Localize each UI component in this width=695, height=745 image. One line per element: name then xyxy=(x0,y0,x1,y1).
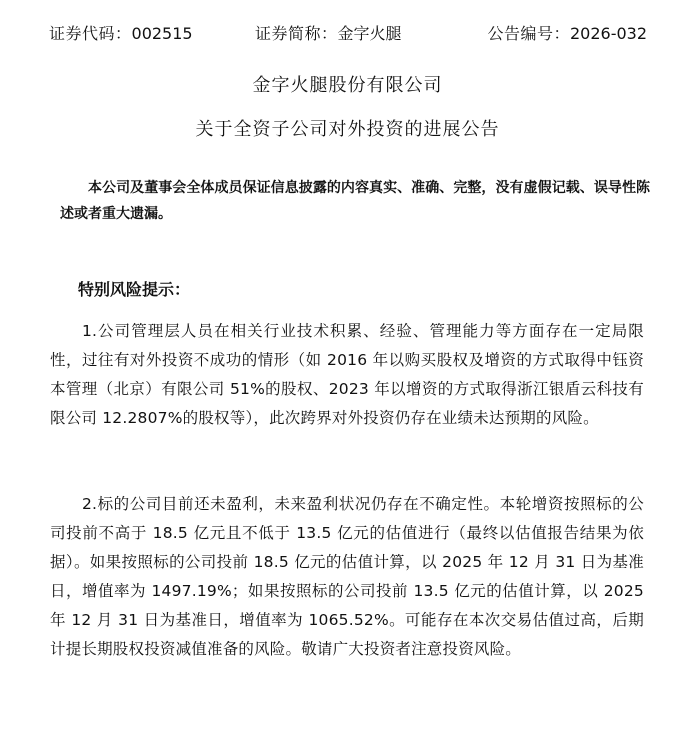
risk-section-heading: 特别风险提示： xyxy=(78,280,191,299)
stock-name-value: 金字火腿 xyxy=(337,24,402,43)
notice-number xyxy=(487,22,647,46)
announcement-title: 关于全资子公司对外投资的进展公告 xyxy=(195,119,500,140)
notice-number-label: 公告编号： xyxy=(487,24,570,43)
stock-code-value: 002515 xyxy=(131,24,193,43)
stock-name-label: 证券简称： xyxy=(255,24,338,43)
announcement-header xyxy=(0,22,695,46)
notice-number-value: 2026-032 xyxy=(569,24,647,43)
stock-code-label: 证券代码： xyxy=(49,24,132,43)
stock-name xyxy=(255,22,402,46)
risk-item: 2.标的公司目前还未盈利，未来盈利状况仍存在不确定性。本轮增资按照标的公司投前不高于 18.5 亿元且不低于 13.5 亿元的估值进行（最终以估值报告结果为依据）。如果按照标的公司投前 18.5 亿元的估值计算，以 2025 年 12 月 31 日为基准日，增值率为 1497.19%；如果按照标的公司投前 13.5 亿元的估值计算，以 2025 年 12 月 31 日为基准日，增值率为 1065.52%。可能存在本次交易估值过高，后期计提长期股权投资减值准备的风险。敬请广大投资者注意投资风险。 xyxy=(50,495,644,658)
company-name-title: 金字火腿股份有限公司 xyxy=(252,75,443,96)
stock-code xyxy=(49,22,193,46)
risk-item: 1.公司管理层人员在相关行业技术积累、经验、管理能力等方面存在一定局限性，过往有对外投资不成功的情形（如 2016 年以购买股权及增资的方式取得中钰资本管理（北京）有限公司 51%的股权、2023 年以增资的方式取得浙江银盾云科技有限公司 12.2807%的股权等），此次跨界对外投资仍存在业绩未达预期的风险。 xyxy=(50,322,644,427)
board-declaration: 本公司及董事会全体成员保证信息披露的内容真实、准确、完整，没有虚假记载、误导性陈述或者重大遗漏。 xyxy=(60,180,650,222)
